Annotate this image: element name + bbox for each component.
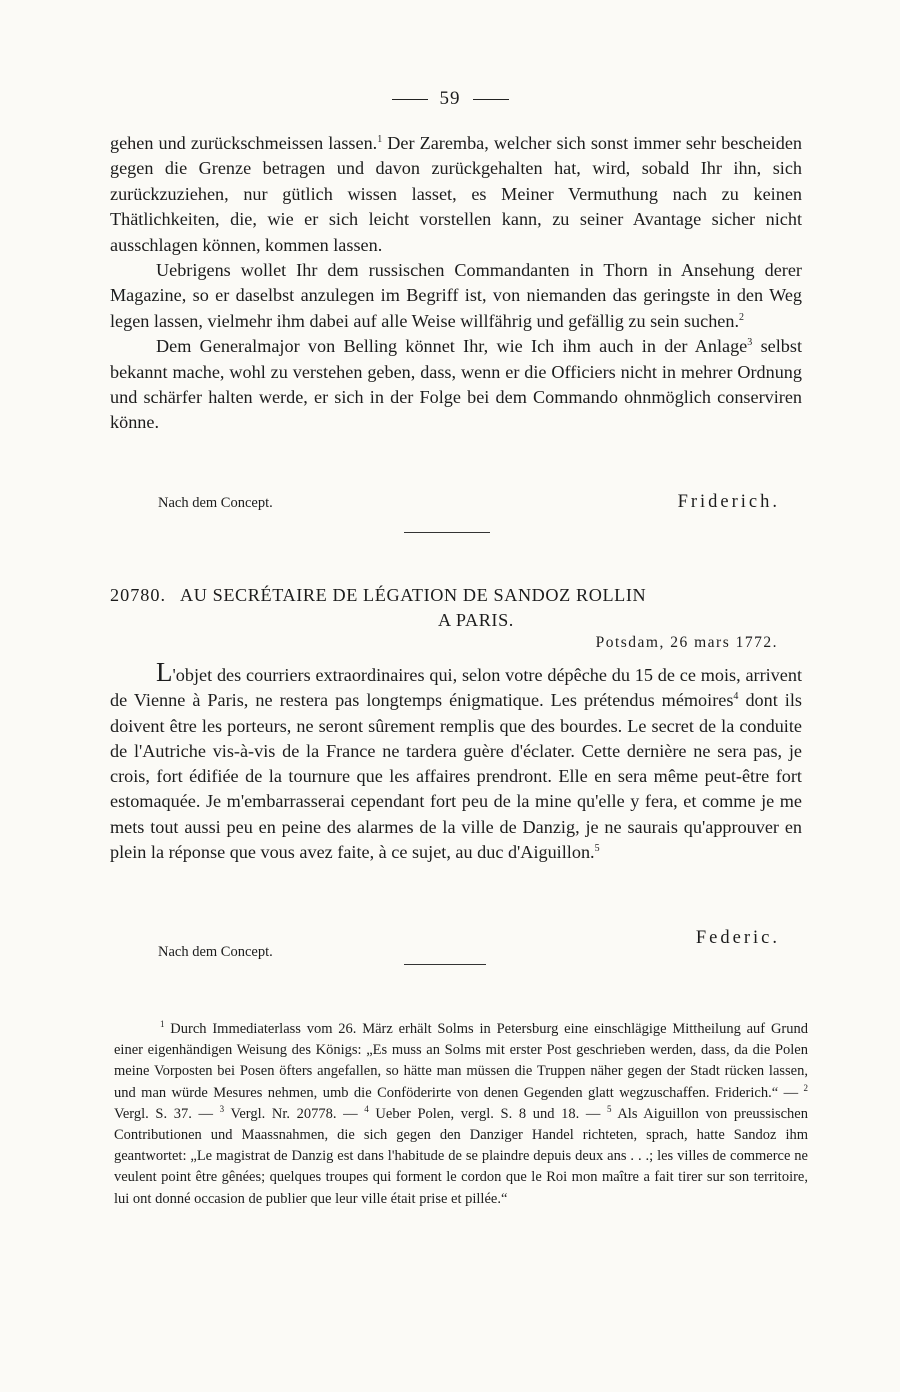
letter-title: AU SECRÉTAIRE DE LÉGATION DE SANDOZ ROLLIN bbox=[180, 585, 647, 605]
letter-heading bbox=[110, 583, 802, 633]
letter-title-line-2: A PARIS. bbox=[438, 610, 514, 630]
footnote-block: $^1$ Durch Immediaterlass vom 26. März erhält Solms in Petersburg eine einschlägige Mittheilung auf Grund einer eigenhändigen Weisung des Königs: „Es muss an Solms mit erster Post geschrieben werden, dass, da die Polen meine Vorposten bei Posen öfters angefallen, so hätte man müssen die Truppen näher gegen der Stadt rücken lassen, und man würde Mesures nehmen, umb die Conföderirte von denen Gegenden glatt wegzuschaffen. Friderich.“ — $^2$ Vergl. S. 37. — $^3$ Vergl. Nr. 20778. — $^4$ Ueber Polen, vergl. S. 8 und 18. — $^5$ Als Aiguillon von preussischen Contributionen und Maassnahmen, die sich gegen den Danziger Handel richteten, sprach, hatte Sandoz ihm geantwortet: „Le magistrat de Danzig est dans l'habitude de se plaindre depuis deux ans . . .; les villes de commerce ne veulent point être gênées; quelques troupes qui forment le cordon que le Roi mon maître a fait tirer sur son territoire, lui ont donné occasion de publier que leur ville était prise et pillée.“ bbox=[114, 1019, 808, 1207]
letter-body bbox=[110, 657, 802, 865]
separator-rule bbox=[404, 964, 486, 965]
paragraph: gehen und zurückschmeissen lassen.$^1$ Der Zaremba, welcher sich sonst immer sehr bescheiden gegen die Grenze betragen und davon zurückgehalten hat, wird, sobald Ihr ihn, sich zurückzuziehen, nur gütlich wissen lasset, es Meiner Vermuthung nach zu keinen Thätlichkeiten, die, wie er sich leicht vorstellen kann, zu seiner Avantage sicher nicht ausschlagen können, kommen lassen. bbox=[110, 133, 802, 255]
letter-number: 20780. bbox=[110, 585, 167, 605]
separator-rule bbox=[404, 532, 490, 533]
footnotes bbox=[114, 1019, 808, 1210]
paragraph: Dem Generalmajor von Belling könnet Ihr, wie Ich ihm auch in der Anlage$^3$ selbst bekannt mache, wohl zu verstehen geben, dass, wenn er die Officiers nicht in mehrer Ordnung und schärfer halten werde, er sich in der Folge bei dem Commando ohnmöglich conserviren könne. bbox=[110, 336, 802, 433]
page-number-dash-left bbox=[392, 99, 428, 100]
signature: Federic. bbox=[695, 928, 780, 948]
dateline: Potsdam, 26 mars 1772. bbox=[595, 634, 778, 651]
signature: Friderich. bbox=[677, 492, 780, 512]
footnote-ref: 3 bbox=[747, 337, 753, 349]
heading-line-1 bbox=[110, 583, 802, 608]
page-number bbox=[0, 88, 900, 110]
source-note: Nach dem Concept. bbox=[158, 495, 273, 511]
page-number-text: 59 bbox=[439, 88, 461, 109]
footnote-ref: 1 bbox=[377, 134, 383, 145]
letter-continuation bbox=[110, 131, 802, 436]
footnote-ref: 4 bbox=[733, 691, 739, 703]
footnote-ref: 5 bbox=[594, 843, 600, 855]
letter1-closing bbox=[158, 492, 780, 513]
paragraph: L'objet des courriers extraordinaires qui, selon votre dépêche du 15 de ce mois, arrivent de Vienne à Paris, ne restera pas longtemps énigmatique. Les prétendus mémoires$^4$ dont ils doivent être les porteurs, ne seront sûrement remplis que des bourdes. Le secret de la conduite de l'Autriche vis-à-vis de la France ne tardera guère d'éclater. Cette dernière ne sera pas, je crois, fort édifiée de la tournure que les affaires prendront. Elle en sera même peut-être fort estomaquée. Je m'embarrasserai cependant fort peu de la mine qu'elle y fera, et comme je me mets tout aussi peu en peine des alarmes de la ville de Danzig, je ne saurais qu'approuver en plein la réponse que vous avez faite, à ce sujet, au duc d'Aiguillon.$^5$ bbox=[110, 657, 802, 863]
footnote-ref: 2 bbox=[739, 311, 745, 323]
source-note: Nach dem Concept. bbox=[158, 944, 273, 960]
paragraph: Uebrigens wollet Ihr dem russischen Commandanten in Thorn in Ansehung derer Magazine, so er daselbst anzulegen im Begriff ist, von niemanden das geringste in den Weg legen lassen, vielmehr ihm dabei auf alle Weise willfährig und gefällig zu sein suchen.$^2$ bbox=[110, 260, 802, 331]
initial-letter: L bbox=[156, 657, 173, 687]
letter2-source-line bbox=[158, 944, 780, 961]
page-number-dash-right bbox=[473, 99, 509, 100]
